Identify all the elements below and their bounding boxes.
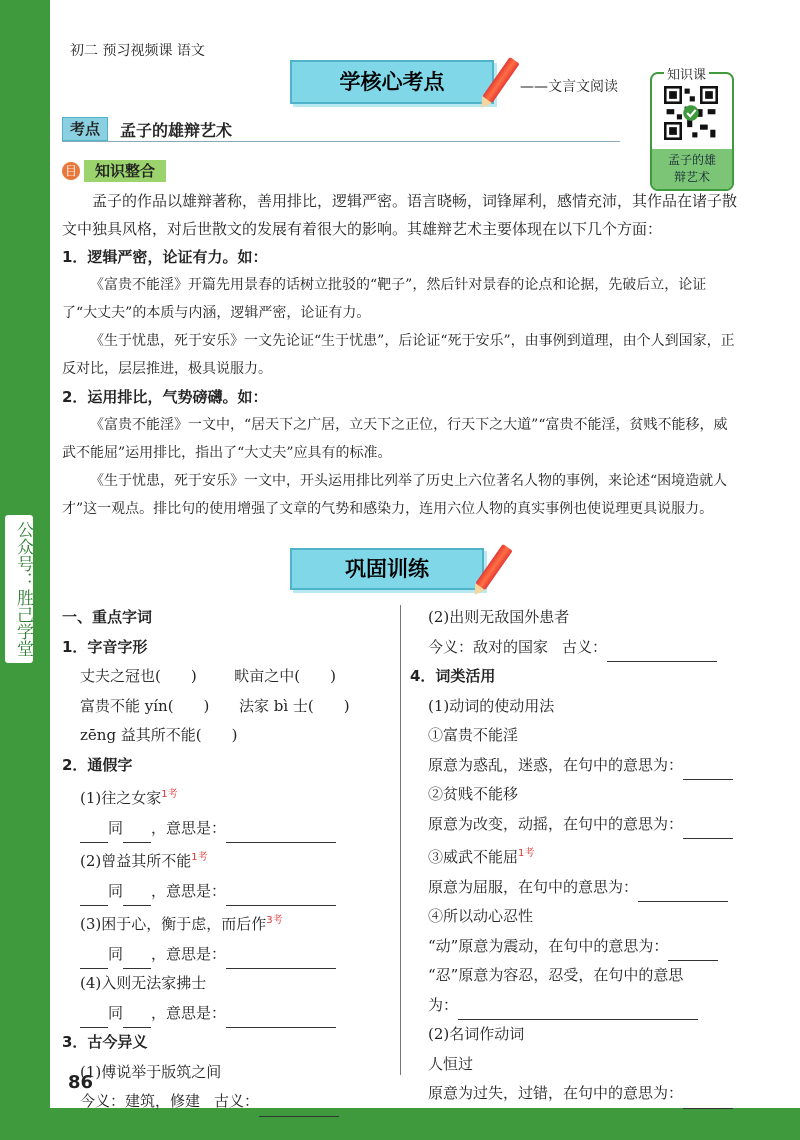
right-column bbox=[410, 603, 740, 1109]
blank-input[interactable] bbox=[123, 1007, 151, 1028]
q4-item-b: ②贫贱不能移 bbox=[428, 785, 519, 803]
banner-subtitle: ——文言文阅读 bbox=[520, 79, 618, 95]
tong-label: 同 bbox=[108, 1003, 124, 1022]
modern-meaning: 今义：建筑，修建 bbox=[80, 1092, 201, 1110]
tong-label: 同 bbox=[108, 881, 124, 900]
left-column bbox=[62, 603, 392, 1117]
q2-item4-text: (4)入则无法家拂士 bbox=[80, 974, 207, 992]
q4-item-c-text: ③威武不能屈 bbox=[428, 848, 519, 866]
blank-input[interactable] bbox=[123, 885, 151, 906]
banner-practice bbox=[290, 548, 484, 590]
blank-input[interactable] bbox=[226, 885, 336, 906]
blank-input[interactable] bbox=[259, 1096, 339, 1117]
q2-item1-text: (1)往之女家 bbox=[80, 789, 162, 807]
q2-item2-answer bbox=[62, 877, 392, 907]
q1-row1 bbox=[62, 662, 392, 692]
q1-item-bi[interactable]: 法家 bì 士( ) bbox=[238, 696, 350, 715]
blank-input[interactable] bbox=[683, 759, 733, 780]
q4-item-a-desc: 原意为惑乱，迷惑，在句中的意思为： bbox=[428, 755, 684, 774]
knowledge-body bbox=[62, 187, 740, 523]
q4-item-d-desc3: 为： bbox=[428, 995, 459, 1014]
qr-caption bbox=[652, 149, 732, 189]
qr-card[interactable] bbox=[650, 68, 734, 191]
kaodian-title: 孟子的雄辩艺术 bbox=[120, 121, 233, 140]
q4-item-d-answer1 bbox=[410, 932, 740, 962]
blank-input[interactable] bbox=[80, 822, 108, 843]
blank-input[interactable] bbox=[638, 881, 728, 902]
q1-title: 1．字音字形 bbox=[62, 637, 148, 656]
qr-title: 知识课 bbox=[664, 64, 709, 83]
q4-item-d-answer2: “忍”原意为容忍，忍受，在句中的意思 bbox=[428, 966, 684, 984]
q4-item-d: ④所以动心忍性 bbox=[428, 907, 534, 925]
q2-item2-badge: 1考 bbox=[191, 852, 208, 863]
blank-input[interactable] bbox=[668, 940, 718, 961]
q3-item1: (1)傅说举于版筑之间 bbox=[80, 1062, 222, 1081]
page-number: 86 bbox=[68, 1072, 94, 1093]
blank-input[interactable] bbox=[226, 948, 336, 969]
q2-item2-text: (2)曾益其所不能 bbox=[80, 852, 192, 870]
q3-item2: (2)出则无敌国外患者 bbox=[428, 608, 570, 626]
q4-item-a: ①富贵不能淫 bbox=[428, 726, 519, 744]
blank-input[interactable] bbox=[80, 948, 108, 969]
blank-input[interactable] bbox=[607, 641, 717, 662]
ancient-meaning-label: 古义： bbox=[562, 637, 608, 656]
blank-input[interactable] bbox=[683, 1088, 733, 1109]
q2-title: 2．通假字 bbox=[62, 755, 133, 774]
banner-core-points bbox=[290, 60, 494, 104]
q1-row2 bbox=[62, 692, 392, 722]
meaning-label: ，意思是： bbox=[151, 881, 227, 900]
kaodian-tag: 考点 bbox=[62, 117, 108, 141]
point2-heading: 2．运用排比，气势磅礴。如： bbox=[62, 388, 268, 406]
ancient-meaning-label: 古义： bbox=[214, 1092, 260, 1110]
q3-item1-answer bbox=[62, 1087, 392, 1117]
q2-item1 bbox=[62, 780, 392, 814]
blank-input[interactable] bbox=[80, 1007, 108, 1028]
q4-item-c-answer bbox=[410, 873, 740, 903]
point1-heading: 1．逻辑严密，论证有力。如： bbox=[62, 248, 268, 266]
tong-label: 同 bbox=[108, 944, 124, 963]
q3-title: 3．古今异义 bbox=[62, 1033, 148, 1051]
q4-item-e-desc: 原意为过失，过错，在句中的意思为： bbox=[428, 1084, 684, 1102]
point1-example2: 《生于忧患，死于安乐》一文先论证“生于忧患”，后论证“死于安乐”，由事例到道理，由个人到国家，正反对比，层层推进，极具说服力。 bbox=[62, 333, 735, 377]
q3-item2-answer bbox=[410, 633, 740, 663]
book-icon: 目 bbox=[62, 162, 80, 180]
q2-item1-answer bbox=[62, 814, 392, 844]
q4-item-c-desc: 原意为屈服，在句中的意思为： bbox=[428, 877, 639, 896]
q2-item2 bbox=[62, 843, 392, 877]
tong-label: 同 bbox=[108, 818, 124, 837]
q2-item3-badge: 3考 bbox=[266, 915, 283, 926]
q4-title: 4．词类活用 bbox=[410, 667, 496, 685]
q4-item-b-answer bbox=[410, 810, 740, 840]
q4-sub2: (2)名词作动词 bbox=[428, 1025, 525, 1043]
modern-meaning: 今义：敌对的国家 bbox=[428, 637, 549, 656]
blank-input[interactable] bbox=[226, 822, 336, 843]
q1-item-guan[interactable]: 丈夫之冠也( ) bbox=[80, 667, 197, 685]
point2-example2: 《生于忧患，死于安乐》一文中，开头运用排比列举了历史上六位著名人物的事例，来论述“困境造就人才”这一观点。排比句的使用增强了文章的气势和感染力，连用六位人物的真实事例也使说理更具说服力。 bbox=[62, 473, 728, 517]
q4-item-c-badge: 1考 bbox=[518, 848, 535, 859]
meaning-label: ，意思是： bbox=[151, 1003, 227, 1022]
meaning-label: ，意思是： bbox=[151, 944, 227, 963]
banner-practice-title: 巩固训练 bbox=[345, 557, 429, 581]
q4-item-d-desc1: “动”原意为震动，在句中的意思为： bbox=[428, 936, 669, 955]
q2-item1-badge: 1考 bbox=[161, 789, 178, 800]
q4-item-c bbox=[410, 839, 740, 873]
q2-item4 bbox=[62, 969, 392, 999]
intro-paragraph: 孟子的作品以雄辩著称，善用排比，逻辑严密。语言晓畅，词锋犀利，感情充沛，其作品在诸子散文中独具风格，对后世散文的发展有着很大的影响。其雄辩艺术主要体现在以下几个方面： bbox=[62, 192, 738, 238]
q4-item-e: 人恒过 bbox=[428, 1054, 474, 1073]
blank-input[interactable] bbox=[123, 822, 151, 843]
page-header: 初二 预习视频课 语文 bbox=[70, 43, 205, 59]
q2-item3-text: (3)困于心，衡于虑，而后作 bbox=[80, 915, 267, 933]
kaodian-heading bbox=[62, 117, 620, 142]
q1-item-quan[interactable]: 畎亩之中( ) bbox=[234, 667, 336, 685]
q4-item-b-desc: 原意为改变，动摇，在句中的意思为： bbox=[428, 814, 684, 833]
blank-input[interactable] bbox=[683, 818, 733, 839]
blank-input[interactable] bbox=[80, 885, 108, 906]
q4-item-d-answer3 bbox=[410, 991, 740, 1021]
qr-caption-line1: 孟子的雄 bbox=[667, 153, 716, 167]
q1-row3 bbox=[62, 721, 392, 751]
q1-item-yin[interactable]: 富贵不能 yín( ) bbox=[80, 696, 210, 715]
point2-example1: 《富贵不能淫》一文中，“居天下之广居，立天下之正位，行天下之大道”“富贵不能淫，贫贱不能移，威武不能屈”运用排比，指出了“大丈夫”应具有的标准。 bbox=[62, 417, 728, 461]
meaning-label: ，意思是： bbox=[151, 818, 227, 837]
column-divider bbox=[400, 605, 401, 1075]
q2-item3-answer bbox=[62, 940, 392, 970]
q4-item-e-answer bbox=[410, 1079, 740, 1109]
q4-sub1: (1)动词的使动用法 bbox=[428, 696, 555, 715]
blank-input[interactable] bbox=[226, 1007, 336, 1028]
side-label: 公众号：胜己学堂 bbox=[5, 515, 33, 663]
section1-title: 一、重点字词 bbox=[62, 608, 153, 626]
knowledge-label: 知识整合 bbox=[84, 160, 166, 182]
q1-item-zeng[interactable]: zēng 益其所不能( ) bbox=[80, 726, 238, 744]
qr-caption-line2: 辩艺术 bbox=[673, 170, 710, 184]
blank-input[interactable] bbox=[458, 999, 698, 1020]
q2-item4-answer bbox=[62, 999, 392, 1029]
banner-title: 学核心考点 bbox=[339, 70, 445, 94]
qr-code-icon[interactable] bbox=[664, 86, 718, 140]
q2-item3 bbox=[62, 906, 392, 940]
blank-input[interactable] bbox=[123, 948, 151, 969]
q4-item-a-answer bbox=[410, 751, 740, 781]
point1-example1: 《富贵不能淫》开篇先用景春的话树立批驳的“靶子”，然后针对景春的论点和论据，先破后立，论证了“大丈夫”的本质与内涵，逻辑严密，论证有力。 bbox=[62, 277, 707, 321]
